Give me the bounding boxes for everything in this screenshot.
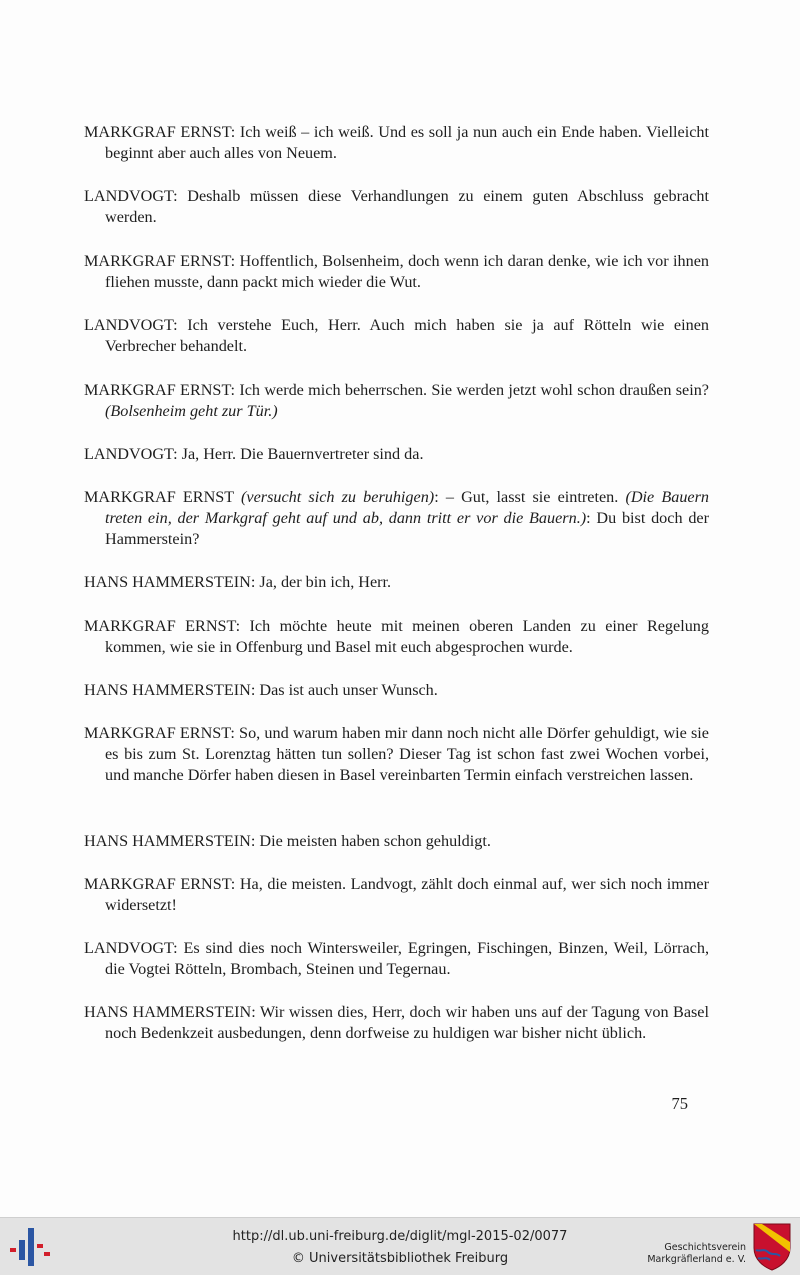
speaker-name: MARKGRAF ERNST: [84, 123, 231, 141]
speaker-name: MARKGRAF ERNST: [84, 875, 231, 893]
footer-copyright: © Universitätsbibliothek Freiburg: [291, 1251, 509, 1266]
dialogue-paragraph: [84, 487, 709, 550]
speaker-name: LANDVOGT: [84, 445, 174, 463]
dialogue-text: : – Gut, lasst sie eintreten.: [434, 488, 626, 506]
dialogue-text: : Ich verstehe Euch, Herr. Auch mich haben sie ja auf Rötteln wie einen Verbrecher behandelt.: [105, 316, 709, 355]
dialogue-paragraph: [84, 122, 709, 164]
dialogue-paragraph: [84, 315, 709, 357]
dialogue-paragraph: [84, 616, 709, 658]
speaker-name: MARKGRAF ERNST: [84, 617, 236, 635]
footer-organization: [610, 1242, 746, 1266]
stage-direction: (Bolsenheim geht zur Tür.): [105, 402, 278, 420]
dialogue-paragraph: [84, 831, 709, 852]
dialogue-text: : Deshalb müssen diese Verhandlungen zu einem guten Abschluss gebracht werden.: [105, 187, 709, 226]
speaker-name: MARKGRAF ERNST: [84, 381, 231, 399]
dialogue-paragraph: [84, 723, 709, 786]
speaker-name: HANS HAMMERSTEIN: [84, 1003, 252, 1021]
dialogue-paragraph: [84, 186, 709, 228]
org-name-line2: Markgräflerland e. V.: [647, 1254, 746, 1265]
dialogue-paragraph: [84, 1002, 709, 1044]
dialogue-text: [234, 488, 241, 506]
dialogue-text: : Die meisten haben schon gehuldigt.: [250, 832, 491, 850]
speaker-name: LANDVOGT: [84, 939, 174, 957]
footer-bar: [0, 1217, 800, 1275]
dialogue-paragraph: [84, 572, 709, 593]
coat-of-arms-icon: [752, 1222, 792, 1271]
speaker-name: LANDVOGT: [84, 187, 174, 205]
dialogue-text: : Ich werde mich beherrschen. Sie werden jetzt wohl schon draußen sein?: [230, 381, 709, 399]
dialogue-text: : Du bist doch der Hammerstein?: [105, 509, 709, 548]
org-name-line1: Geschichtsverein: [664, 1242, 746, 1253]
stage-direction: (versucht sich zu beruhigen): [241, 488, 435, 506]
dialogue-paragraph: [84, 938, 709, 980]
dialogue-paragraph: [84, 444, 709, 465]
dialogue-paragraph: [84, 251, 709, 293]
speaker-name: HANS HAMMERSTEIN: [84, 832, 251, 850]
speaker-name: MARKGRAF ERNST: [84, 488, 234, 506]
dialogue-paragraph: [84, 874, 709, 916]
dialogue-text: : Hoffentlich, Bolsenheim, doch wenn ich daran denke, wie ich vor ihnen fliehen musste, dann packt mich wieder die Wut.: [105, 252, 709, 291]
dialogue-text: : Es sind dies noch Wintersweiler, Egringen, Fischingen, Binzen, Weil, Lörrach, die Vogtei Rötteln, Brombach, Steinen und Tegernau.: [105, 939, 709, 978]
dialogue-text: : Wir wissen dies, Herr, doch wir haben uns auf der Tagung von Basel noch Bedenkzeit ausbedungen, denn dorfweise zu huldigen war bisher nicht üblich.: [105, 1003, 709, 1042]
speaker-name: MARKGRAF ERNST: [84, 724, 231, 742]
dialogue-text: : Ich weiß – ich weiß. Und es soll ja nun auch ein Ende haben. Vielleicht beginnt aber auch alles von Neuem.: [105, 123, 709, 162]
stage-direction: (Die Bauern treten ein, der Markgraf geht auf und ab, dann tritt er vor die Bauern.): [105, 488, 709, 527]
dialogue-text: : Ja, der bin ich, Herr.: [250, 573, 392, 591]
footer-url-link[interactable]: http://dl.ub.uni-freiburg.de/diglit/mgl-2015-02/0077: [232, 1229, 568, 1244]
speaker-name: LANDVOGT: [84, 316, 174, 334]
speaker-name: HANS HAMMERSTEIN: [84, 681, 251, 699]
dialogue-text: : Ja, Herr. Die Bauernvertreter sind da.: [173, 445, 424, 463]
dialogue-paragraph: [84, 680, 709, 701]
dialogue-text: : Ich möchte heute mit meinen oberen Landen zu einer Regelung kommen, wie sie in Offenburg und Basel mit euch abgesprochen wurde.: [105, 617, 709, 656]
dialogue-text: : Ha, die meisten. Landvogt, zählt doch einmal auf, wer sich noch immer widersetzt!: [105, 875, 709, 914]
speaker-name: MARKGRAF ERNST: [84, 252, 231, 270]
dialogue-paragraph: [84, 380, 709, 422]
page-number: 75: [671, 1094, 688, 1113]
dialogue-text: : Das ist auch unser Wunsch.: [250, 681, 438, 699]
speaker-name: HANS HAMMERSTEIN: [84, 573, 251, 591]
dialogue-text: : So, und warum haben mir dann noch nicht alle Dörfer gehuldigt, wie sie es bis zum St. Lorenztag hätten tun sollen? Dieser Tag ist schon fast zwei Wochen vorbei, und manche Dörfer haben diesen in Basel vereinbarten Termin einfach verstreichen lassen.: [105, 724, 709, 784]
ub-freiburg-logo-icon: [8, 1226, 52, 1268]
